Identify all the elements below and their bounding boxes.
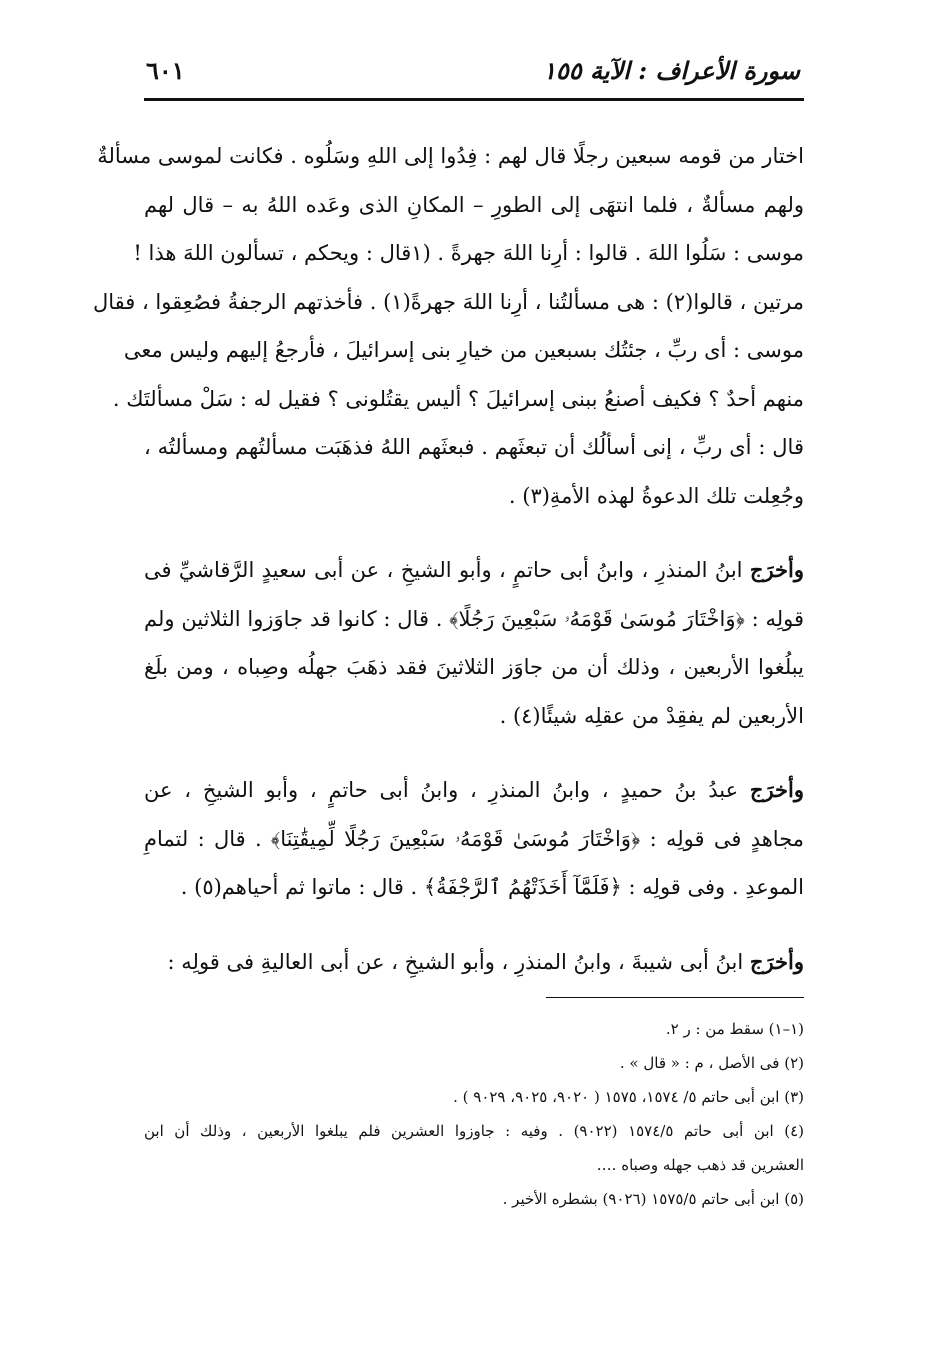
paragraph-lead: وأخرَج [749,777,804,802]
text-line: الأربعين لم يفقِدْ من عقلِه شيئًا(٤) . [499,703,804,728]
text-line: يبلُغوا الأربعين ، وذلك أن من جاوَز الثلاثينَ فقد ذهَبَ جهلُه وصِباه ، ومن بلَغ [144,655,804,679]
footnotes [144,1012,804,1216]
paragraph-lead: وأخرَج [749,948,804,974]
footnote: (٢) فى الأصل ، م : « قال » . [619,1054,804,1072]
text-line: منهم أحدٌ ؟ فكيف أصنعُ ببنى إسرائيلَ ؟ أليس يقتُلونى ؟ فقيل له : سَلْ مسألتَك . [112,386,804,411]
paragraph-1 [92,132,804,520]
paragraph-3 [144,766,804,912]
text-line: ولهم مسألةٌ ، فلما انتهَى إلى الطورِ – المكانِ الذى وعَده اللهُ به – قال لهم [144,192,804,217]
footnote: (٣) ابن أبى حاتم ٥/ ١٥٧٤، ١٥٧٥ ( ٩٠٢٠، ٩٠٢٥، ٩٠٢٩ ) . [453,1088,804,1106]
paragraph-lead: وأخرَج [749,557,804,582]
footnote: (٥) ابن أبى حاتم ١٥٧٥/٥ (٩٠٢٦) بشطره الأخير . [502,1190,804,1208]
paragraph-2 [144,546,804,740]
text-line: مجاهدٍ فى قولِه : ﴿وَاخْتَارَ مُوسَىٰ قَوْمَهُۥ سَبْعِينَ رَجُلًا لِّمِيقَٰتِنَا﴾ . قال : لتمامِ [144,826,804,851]
text-line: وجُعِلت تلك الدعوةُ لهذه الأمةِ(٣) . [508,483,804,508]
running-header [146,52,800,92]
main-text [92,132,804,986]
text-line [144,766,804,815]
text-line: قولِه : ﴿وَاخْتَارَ مُوسَىٰ قَوْمَهُۥ سَبْعِينَ رَجُلًا﴾ . قال : كانوا قد جاوَزوا الثلاثين ولم [144,606,804,631]
footnote: (١–١) سقط من : ر ٢. [665,1020,804,1038]
text-run: ابنُ أبى شيبةَ ، وابنُ المنذرِ ، وأبو الشيخِ ، عن أبى العاليةِ فى قولِه : [167,949,750,974]
text-line: موسى : سَلُوا اللهَ . قالوا : أرِنا اللهَ جهرةً . (١قال : ويحكم ، تسألون اللهَ هذا ! [133,241,804,265]
text-line [144,938,804,987]
text-line [144,546,804,595]
text-line: اختار من قومه سبعين رجلًا قال لهم : فِدُوا إلى اللهِ وسَلُوه . فكانت لموسى مسألةٌ [97,144,804,168]
page-number: ٦٠١ [146,56,185,85]
text-line: الموعدِ . وفى قولِه : ﴿فَلَمَّآ أَخَذَتْهُمُ ٱلرَّجْفَةُ﴾ . قال : ماتوا ثم أحياهم(٥) . [180,875,804,899]
footnote-continuation: العشرين قد ذهب جهله وصباه .… [596,1156,804,1174]
header-rule [144,98,804,101]
text-line: موسى : أى ربِّ ، جئتُك بسبعين من خيارِ بنى إسرائيلَ ، فأرجعُ إليهم وليس معى [123,338,804,362]
text-run: عبدُ بنُ حميدٍ ، وابنُ المنذرِ ، وابنُ أبى حاتمٍ ، وأبو الشيخِ ، عن [144,778,750,802]
text-run: ابنُ المنذرِ ، وابنُ أبى حاتمٍ ، وأبو الشيخِ ، عن أبى سعيدٍ الرَّقاشيِّ فى [144,558,750,582]
footnote-rule [546,997,804,998]
footnote: (٤) ابن أبى حاتم ١٥٧٤/٥ (٩٠٢٢) . وفيه : جاوزوا العشرين فلم يبلغوا الأربعين ، وذلك أن ابن [144,1122,804,1140]
paragraph-4 [144,938,804,987]
text-line: مرتين ، قالوا(٢) : هى مسألتُنا ، أرِنا اللهَ جهرةً(١) . فأخذتهم الرجفةُ فصُعِقوا ، فقال [92,289,804,314]
text-line: قال : أى ربِّ ، إنى أسألُك أن تبعثَهم . فبعثَهم اللهُ فذهَبَت مسألتُهم ومسألتُه ، [144,435,804,459]
header-title: سورة الأعراف : الآية ١٥٥ [543,56,800,85]
